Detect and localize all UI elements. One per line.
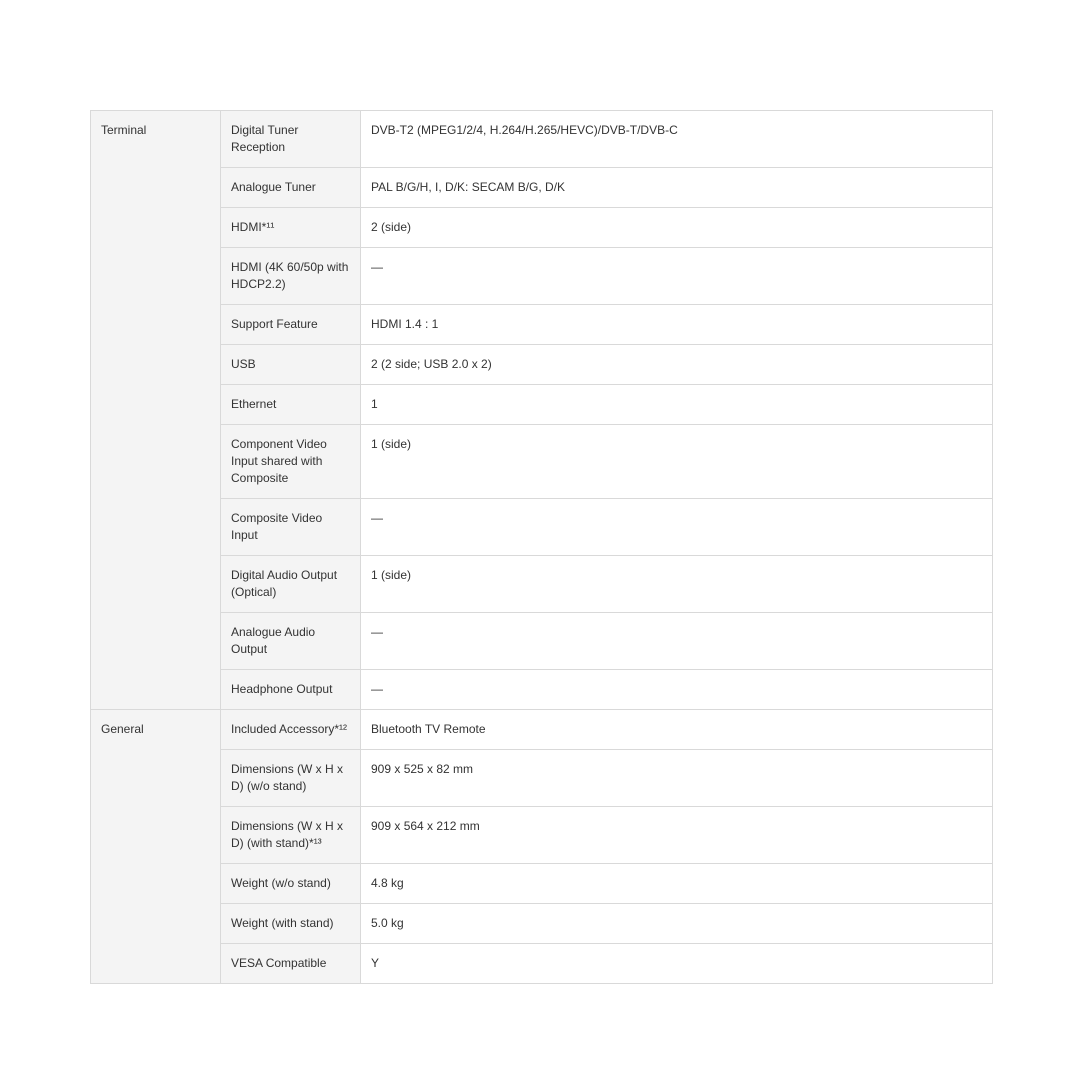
table-row: [91, 670, 993, 710]
table-row: [91, 807, 993, 864]
spec-value: 1 (side): [361, 556, 993, 613]
spec-label: HDMI*¹¹: [221, 208, 361, 248]
spec-value: —: [361, 248, 993, 305]
spec-label: Analogue Audio Output: [221, 613, 361, 670]
spec-value: 909 x 564 x 212 mm: [361, 807, 993, 864]
spec-value: 5.0 kg: [361, 904, 993, 944]
spec-label: Analogue Tuner: [221, 168, 361, 208]
spec-value: 2 (2 side; USB 2.0 x 2): [361, 345, 993, 385]
table-row: [91, 556, 993, 613]
spec-value: 909 x 525 x 82 mm: [361, 750, 993, 807]
table-row: [91, 750, 993, 807]
spec-value: Y: [361, 944, 993, 984]
spec-label: Included Accessory*¹²: [221, 710, 361, 750]
spec-label: HDMI (4K 60/50p with HDCP2.2): [221, 248, 361, 305]
spec-table: [90, 110, 993, 984]
table-row: [91, 864, 993, 904]
spec-label: Component Video Input shared with Composite: [221, 425, 361, 499]
table-row: [91, 904, 993, 944]
spec-label: Weight (with stand): [221, 904, 361, 944]
group-general: General: [91, 710, 221, 984]
spec-label: USB: [221, 345, 361, 385]
spec-value: 1: [361, 385, 993, 425]
spec-label: Digital Audio Output (Optical): [221, 556, 361, 613]
spec-value: HDMI 1.4 : 1: [361, 305, 993, 345]
spec-label: Weight (w/o stand): [221, 864, 361, 904]
spec-value: —: [361, 613, 993, 670]
spec-value: 2 (side): [361, 208, 993, 248]
spec-label: VESA Compatible: [221, 944, 361, 984]
spec-label: Support Feature: [221, 305, 361, 345]
table-row: [91, 499, 993, 556]
table-row: [91, 385, 993, 425]
table-row: [91, 345, 993, 385]
spec-value: 1 (side): [361, 425, 993, 499]
spec-label: Composite Video Input: [221, 499, 361, 556]
table-row: [91, 425, 993, 499]
spec-value: 4.8 kg: [361, 864, 993, 904]
spec-value: Bluetooth TV Remote: [361, 710, 993, 750]
table-row: [91, 111, 993, 168]
table-row: [91, 613, 993, 670]
spec-label: Ethernet: [221, 385, 361, 425]
table-row: [91, 710, 993, 750]
table-row: [91, 248, 993, 305]
spec-label: Dimensions (W x H x D) (w/o stand): [221, 750, 361, 807]
spec-label: Digital Tuner Reception: [221, 111, 361, 168]
group-terminal: Terminal: [91, 111, 221, 710]
table-row: [91, 168, 993, 208]
table-row: [91, 944, 993, 984]
spec-value: DVB-T2 (MPEG1/2/4, H.264/H.265/HEVC)/DVB-T/DVB-C: [361, 111, 993, 168]
spec-value: PAL B/G/H, I, D/K: SECAM B/G, D/K: [361, 168, 993, 208]
spec-label: Dimensions (W x H x D) (with stand)*¹³: [221, 807, 361, 864]
table-row: [91, 305, 993, 345]
table-row: [91, 208, 993, 248]
spec-value: —: [361, 670, 993, 710]
spec-value: —: [361, 499, 993, 556]
spec-label: Headphone Output: [221, 670, 361, 710]
